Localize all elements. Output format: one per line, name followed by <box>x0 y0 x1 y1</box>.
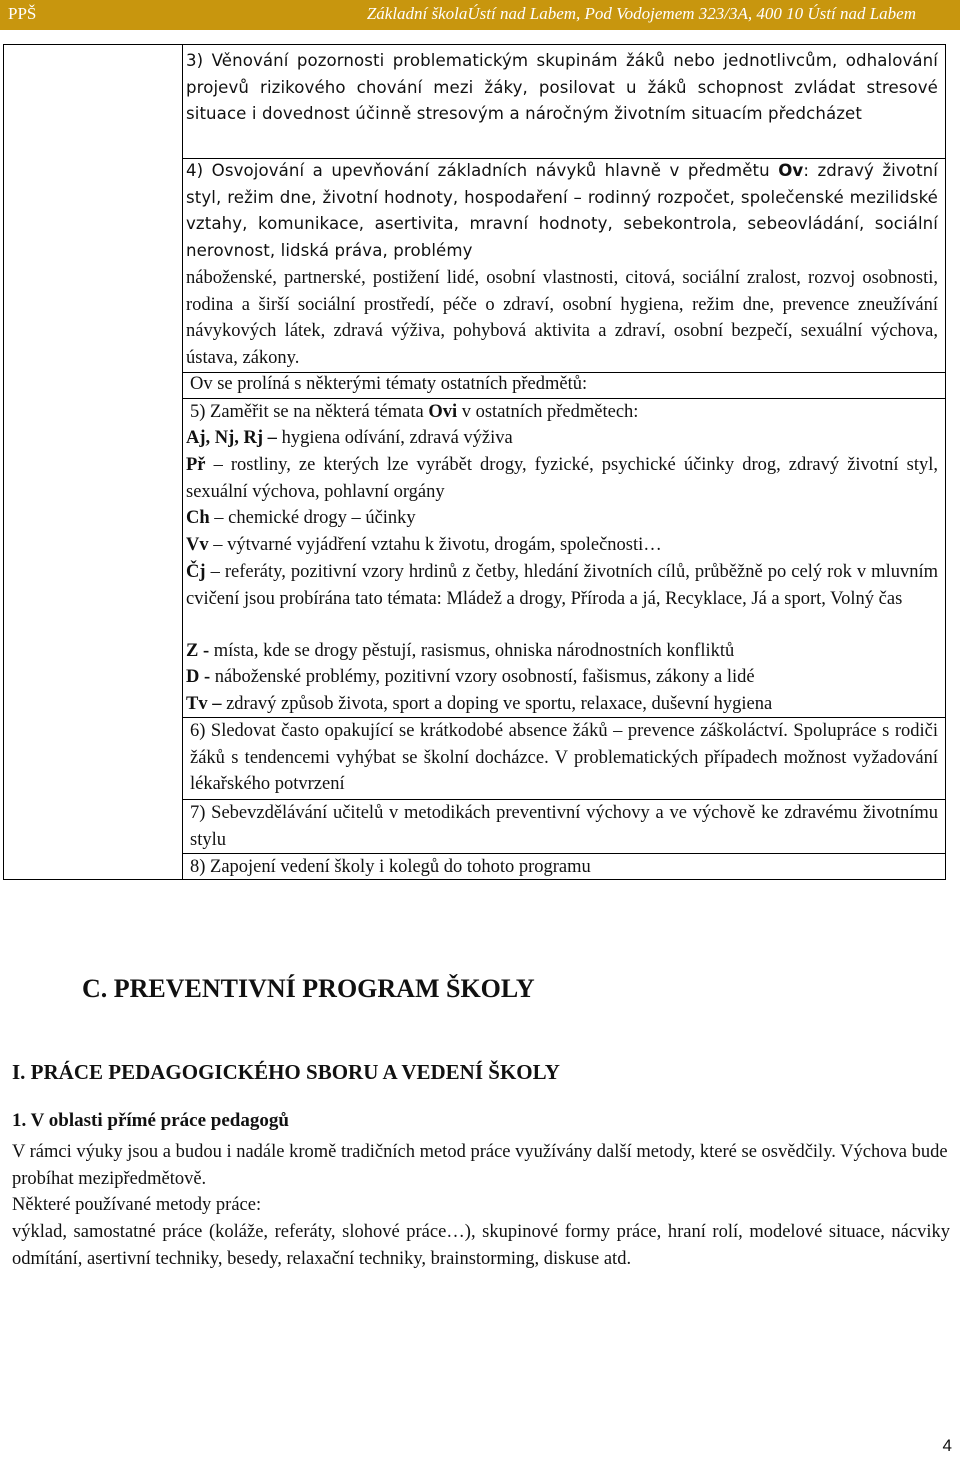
subject-text: hygiena odívání, zdravá výživa <box>276 428 513 448</box>
page-header <box>0 0 960 30</box>
page-number: 4 <box>942 1436 952 1455</box>
table-ov-line: Ov se prolíná s některými tématy ostatních předmětů: <box>190 374 588 394</box>
table-item-3: 3) Věnování pozornosti problematickým skupinám žáků nebo jednotlivcům, odhalování projevů rizikového chování mezi žáky, posilovat u žáků schopnost zvládat stresové situace i dovednost účinně stresovým a náročným životním situacím předcházet <box>186 51 938 124</box>
subject-vv <box>186 532 938 559</box>
subject-z <box>186 638 938 665</box>
subject-cj <box>186 559 938 612</box>
subject-label: Ch <box>186 508 210 528</box>
section-c-heading: C. PREVENTIVNÍ PROGRAM ŠKOLY <box>82 974 535 1003</box>
subsection-1-heading: 1. V oblasti přímé práce pedagogů <box>12 1110 289 1131</box>
table-item-7: 7) Sebevzdělávání učitelů v metodikách preventivní výchovy a ve výchově ke zdravému životnímu stylu <box>190 803 938 850</box>
item-5-tail: v ostatních předmětech: <box>457 402 639 422</box>
table-item-4-lead <box>186 158 938 264</box>
subject-aj <box>186 425 938 452</box>
paragraph-methods-intro: V rámci výuky jsou a budou i nadále kromě tradičních metod práce využívány další metody, které se osvědčily. Výchova bude probíhat mezipředmětově. <box>12 1142 948 1189</box>
item-4-lead-text: : zdravý životní styl, režim dne, životní hodnoty, hospodaření – rodinný rozpočet, společenské mezilidské vztahy, komunikace, asertivita, mravní hodnoty, sebekontrola, sebeovládání, sociální nerovnost, lidská práva, problémy <box>186 161 938 260</box>
table-item-6: 6) Sledovat často opakující se krátkodobé absence žáků – prevence záškoláctví. Spolupráce s rodiči žáků s tendencemi vyhýbat se školní docházce. V problematických případech možnost vyžadování lékařského potvrzení <box>190 721 938 795</box>
subject-label: Čj <box>186 562 206 582</box>
table-item-4-rest: náboženské, partnerské, postižení lidé, osobní vlastnosti, citová, sociální zralost, rozvoj osobnosti, rodina a širší sociální prostředí, péče o zdraví, osobní hygiena, režim dne, prevence zneužívání návykových látek, zdravá výživa, pohybová aktivita a zdraví, osobní bezpečí, sexuální výchova, ústava, zákony. <box>186 268 938 368</box>
subject-text: – výtvarné vyjádření vztahu k životu, drogám, společnosti… <box>208 535 662 555</box>
subject-text: – referáty, pozitivní vzory hrdinů z četby, hledání životních cílů, průběžně po celý rok v mluvním cvičení jsou probírána tato témata: Mládež a drogy, Příroda a já, Recyklace, Já a sport, Volný čas <box>186 562 938 609</box>
subject-ch <box>186 505 938 532</box>
table-item-5 <box>190 399 942 426</box>
item-5-ovi: Ovi <box>428 402 458 422</box>
section-i-heading: I. PRÁCE PEDAGOGICKÉHO SBORU A VEDENÍ ŠKOLY <box>12 1060 560 1084</box>
paragraph-methods-list: výklad, samostatné práce (koláže, referáty, slohové práce…), skupinové formy práce, hraní rolí, modelové situace, nácviky odmítání, asertivní techniky, besedy, relaxační techniky, brainstorming, diskuse atd. <box>12 1222 950 1269</box>
subject-label: Př <box>186 455 206 475</box>
item-4-intro: 4) Osvojování a upevňování základních návyků hlavně v předmětu <box>186 161 779 180</box>
subject-text: – chemické drogy – účinky <box>209 508 416 528</box>
subject-text: místa, kde se drogy pěstují, rasismus, ohniska národnostních konfliktů <box>213 641 735 661</box>
table-item-8: 8) Zapojení vedení školy i kolegů do tohoto programu <box>190 857 591 877</box>
subject-text: náboženské problémy, pozitivní vzory osobností, fašismus, zákony a lidé <box>214 667 755 687</box>
header-left-label: PPŠ <box>8 4 37 23</box>
subject-text: – rostliny, ze kterých lze vyrábět drogy, fyzické, psychické účinky drog, zdravý životní styl, sexuální výchova, pohlavní orgány <box>186 455 938 502</box>
header-school-name: Základní školaÚstí nad Labem, Pod Vodojemem 323/3A, 400 10 Ústí nad Labem <box>366 4 916 23</box>
item-5-intro: 5) Zaměřit se na některá témata <box>190 402 429 422</box>
subject-text: zdravý způsob života, sport a doping ve sportu, relaxace, duševní hygiena <box>221 694 773 714</box>
subject-d <box>186 664 938 691</box>
subject-label: Vv <box>186 535 209 555</box>
subject-label: Z - <box>186 641 214 661</box>
item-4-ov: Ov <box>778 161 804 180</box>
subject-label: D - <box>186 667 215 687</box>
subject-label: Aj, Nj, Rj – <box>186 428 277 448</box>
subject-tv <box>186 691 938 718</box>
table-column-divider <box>182 45 183 879</box>
subject-label: Tv – <box>186 694 222 714</box>
subject-pr <box>186 452 938 505</box>
paragraph-methods-label: Některé používané metody práce: <box>12 1195 262 1215</box>
